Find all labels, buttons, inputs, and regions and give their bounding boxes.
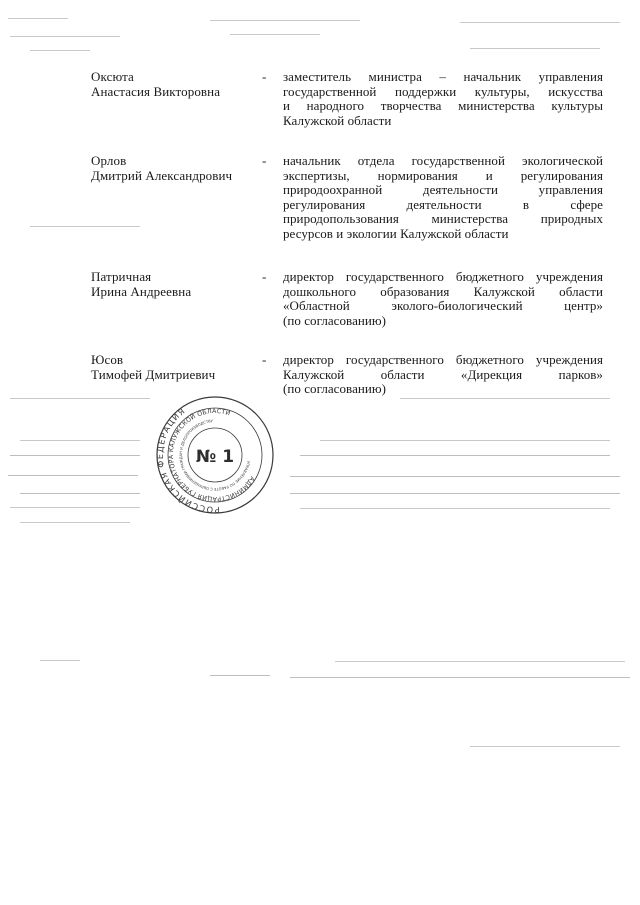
official-seal bbox=[150, 395, 280, 515]
position-line: Калужской области «Дирекция парков» bbox=[283, 366, 603, 382]
scan-artifact bbox=[210, 20, 360, 21]
position-line: природопользования министерства природных bbox=[283, 211, 603, 227]
scan-artifact bbox=[290, 493, 620, 494]
scan-artifact bbox=[8, 18, 68, 19]
position-line: экспертизы, нормирования и регулирования bbox=[283, 167, 603, 183]
seal-outer-text: РОССИЙСКАЯ ФЕДЕРАЦИЯ bbox=[154, 405, 220, 515]
scan-artifact bbox=[8, 475, 138, 476]
seal-number: № 1 bbox=[195, 447, 235, 467]
member-given-names: Анастасия Викторовна bbox=[91, 83, 221, 99]
scan-artifact bbox=[40, 660, 80, 661]
scan-artifact bbox=[290, 677, 630, 678]
position-line: заместитель министра – начальник управления bbox=[283, 69, 603, 84]
scan-artifact bbox=[30, 226, 140, 227]
scan-artifact bbox=[320, 440, 610, 441]
position-line: государственной поддержки культуры, искусства bbox=[283, 83, 603, 99]
separator-dash: - bbox=[262, 69, 267, 84]
scan-artifact bbox=[470, 48, 600, 49]
member-given-names: Дмитрий Александрович bbox=[91, 167, 233, 183]
scan-artifact bbox=[300, 455, 610, 456]
seal-middle-text: АДМИНИСТРАЦИЯ ГУБЕРНАТОРА КАЛУЖСКОЙ ОБЛАСТИ bbox=[167, 407, 256, 503]
position-line: и народного творчества министерства культуры bbox=[283, 98, 603, 114]
position-line: директор государственного бюджетного учреждения bbox=[283, 352, 603, 367]
seal-inner-text: УПРАВЛЕНИЕ ПО РАБОТЕ С ОБРАЩЕНИЯМИ ГРАЖДАН И ДЕЛОПРОИЗВОДСТВУ bbox=[178, 419, 251, 492]
position-line: (по согласованию) bbox=[283, 381, 387, 397]
separator-dash: - bbox=[262, 153, 267, 168]
scan-artifact bbox=[10, 36, 120, 37]
scan-artifact bbox=[20, 522, 130, 523]
position-line: Калужской области bbox=[283, 112, 392, 128]
position-line: «Областной эколого-биологический центр» bbox=[283, 298, 603, 314]
separator-dash: - bbox=[262, 269, 267, 284]
member-given-names: Ирина Андреевна bbox=[91, 283, 192, 299]
separator-dash: - bbox=[262, 352, 267, 367]
member-name bbox=[91, 270, 261, 299]
position-line: начальник отдела государственной экологической bbox=[283, 153, 603, 168]
scan-artifact bbox=[470, 746, 620, 747]
scan-artifact bbox=[20, 440, 140, 441]
position-line: директор государственного бюджетного учреждения bbox=[283, 269, 603, 284]
member-name bbox=[91, 70, 261, 99]
position-line: природоохранной деятельности управления bbox=[283, 182, 603, 198]
member-surname: Орлов bbox=[91, 153, 127, 168]
member-position bbox=[283, 70, 603, 128]
scan-artifact bbox=[10, 507, 140, 508]
member-surname: Патричная bbox=[91, 269, 152, 284]
scan-artifact bbox=[10, 455, 140, 456]
position-line: регулирования деятельности в сфере bbox=[283, 196, 603, 212]
member-name bbox=[91, 353, 261, 382]
member-surname: Юсов bbox=[91, 352, 124, 367]
member-given-names: Тимофей Дмитриевич bbox=[91, 366, 216, 382]
scan-artifact bbox=[400, 398, 610, 399]
scan-artifact bbox=[300, 508, 610, 509]
scan-artifact bbox=[335, 661, 625, 662]
scan-artifact bbox=[460, 22, 620, 23]
member-position bbox=[283, 154, 603, 242]
scan-artifact bbox=[10, 398, 150, 399]
scan-artifact bbox=[210, 675, 270, 676]
position-line: (по согласованию) bbox=[283, 312, 387, 328]
member-position bbox=[283, 270, 603, 328]
scan-artifact bbox=[290, 476, 620, 477]
position-line: ресурсов и экологии Калужской области bbox=[283, 225, 509, 241]
position-line: дошкольного образования Калужской области bbox=[283, 283, 603, 299]
member-surname: Оксюта bbox=[91, 69, 134, 84]
member-position bbox=[283, 353, 603, 397]
member-name bbox=[91, 154, 261, 183]
scan-artifact bbox=[230, 34, 320, 35]
scan-artifact bbox=[30, 50, 90, 51]
scan-artifact bbox=[20, 493, 140, 494]
